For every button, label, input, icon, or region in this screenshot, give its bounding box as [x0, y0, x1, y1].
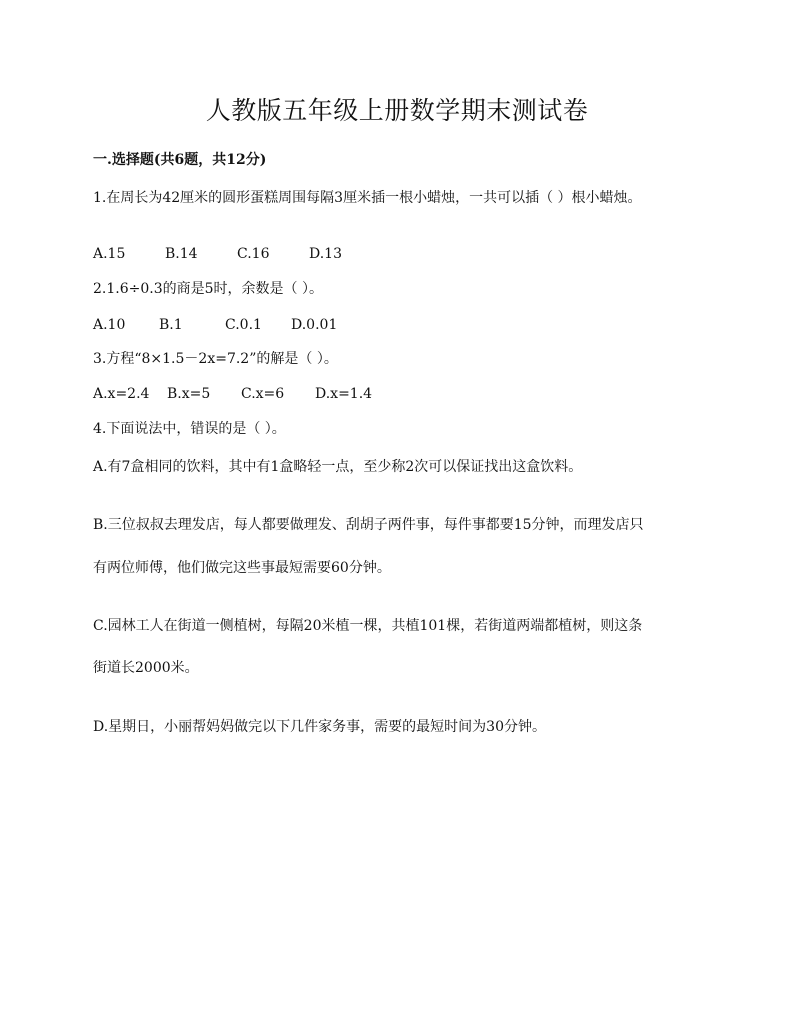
question-1-options [93, 246, 381, 263]
question-2-stem: 2.1.6÷0.3的商是5时，余数是（ ）。 [93, 281, 323, 297]
statement-a: A.有7盒相同的饮料，其中有1盒略轻一点，至少称2次可以保证找出这盒饮料。 [93, 459, 583, 475]
statement-c-line-1: C.园林工人在街道一侧植树，每隔20米植一棵，共植101棵，若街道两端都植树，则这条 [93, 618, 643, 634]
question-3-options [93, 386, 389, 403]
option-d: D.13 [309, 246, 342, 262]
page-title: 人教版五年级上册数学期末测试卷 [205, 96, 589, 125]
question-4-stem: 4.下面说法中，错误的是（ ）。 [93, 421, 286, 437]
option-b: B.x=5 [167, 386, 211, 402]
option-c: C.x=6 [241, 386, 285, 402]
option-c: C.16 [237, 246, 270, 262]
question-2-options [93, 317, 357, 334]
option-b: B.1 [159, 317, 183, 333]
statement-d: D.星期日，小丽帮妈妈做完以下几件家务事，需要的最短时间为30分钟。 [93, 719, 546, 735]
option-c: C.0.1 [225, 317, 262, 333]
question-3-stem: 3.方程“8×1.5－2x=7.2”的解是（ ）。 [93, 351, 338, 367]
option-d: D.x=1.4 [315, 386, 373, 402]
option-a: A.x=2.4 [93, 386, 150, 402]
option-b: B.14 [165, 246, 198, 262]
statement-c-line-2: 街道长2000米。 [93, 660, 199, 676]
statement-b-line-1: B.三位叔叔去理发店，每人都要做理发、刮胡子两件事，每件事都要15分钟，而理发店只 [93, 517, 644, 533]
option-a: A.10 [93, 317, 126, 333]
question-1-stem: 1.在周长为42厘米的圆形蛋糕周围每隔3厘米插一根小蜡烛，一共可以插（ ）根小蜡烛。 [93, 190, 642, 206]
section-heading: 一.选择题(共6题，共12分) [93, 152, 267, 168]
option-a: A.15 [93, 246, 126, 262]
option-d: D.0.01 [291, 317, 338, 333]
statement-b-line-2: 有两位师傅，他们做完这些事最短需要60分钟。 [93, 560, 391, 576]
